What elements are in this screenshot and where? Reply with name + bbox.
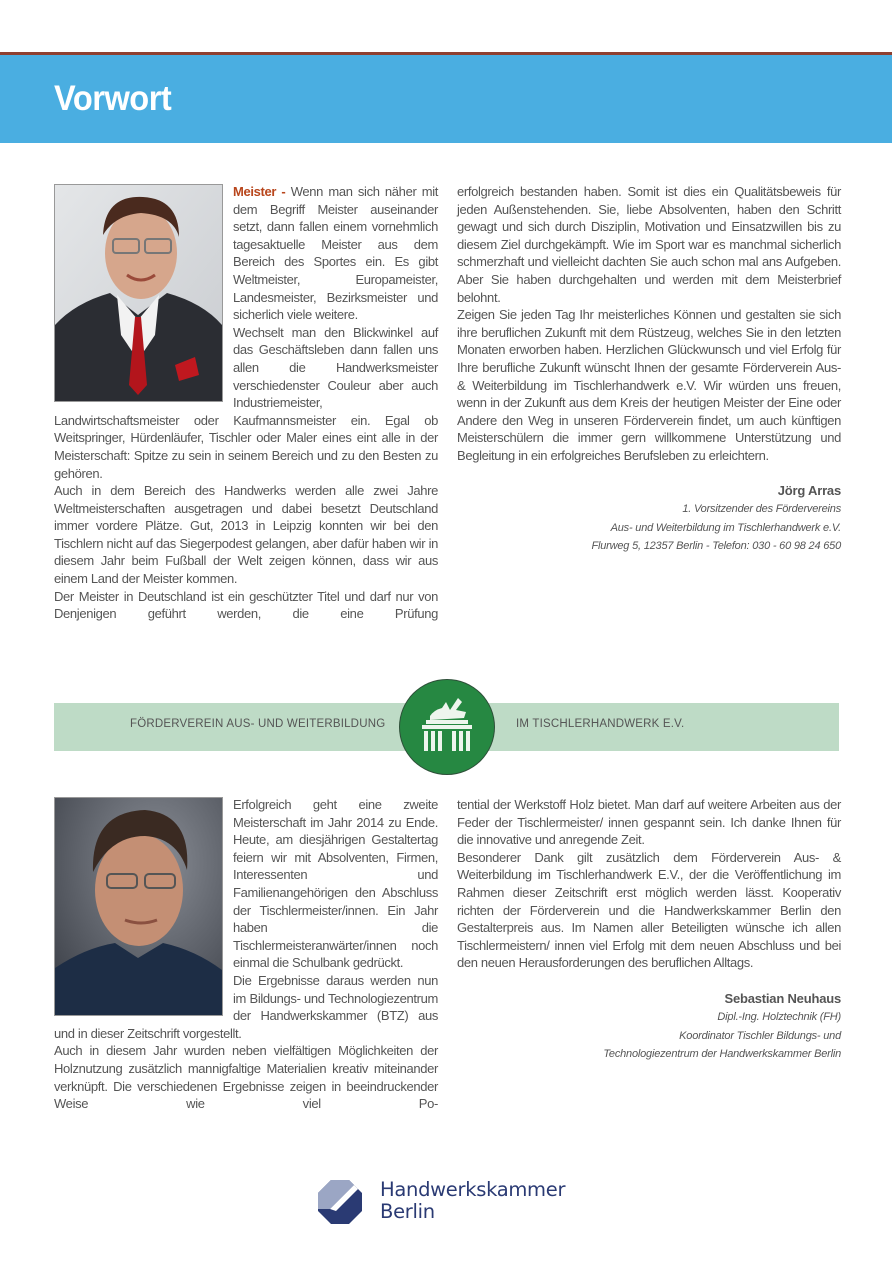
signature-neuhaus [457,990,841,1064]
article1-left-column [54,183,438,623]
hwk-line2: Berlin [380,1200,435,1223]
article2-paragraph: Besonderer Dank gilt zusätzlich dem Förderverein Aus- & Weiterbildung im Tischlerhandwerk E.V., der die Veröffentlichung im Rahmen dieser Zeitschrift erst möglich werden lässt. Kooperativ richten der Förderverein und die Handwerkskammer Berlin den Gestalterpreis aus. Im Namen aller Beteiligten wünsche ich allen Tischlermeistern/ innen viel Erfolg mit dem neuen Abschluss und bei den neuen Herausforderungen des beruflichen Alltags. [457,849,841,971]
page-title: Vorwort [54,79,172,118]
article2-right-column [457,796,841,1064]
article2-paragraph: Auch in diesem Jahr wurden neben vielfältigen Möglichkeiten der Holznutzung zusätzlich mannigfaltige Materialien kreativ miteinander verknüpft. Die verschiedenen Ergebnisse zeigen in beeindruckender Weise wie viel Po- [54,1043,438,1112]
hwk-wordmark [380,1179,565,1223]
article2-paragraph: Die Ergebnisse daraus werden nun im Bildungs- und Technologiezentrum der Handwerkskammer (BTZ) aus und in dieser Zeitschrift vorgestellt. [54,972,438,1041]
article1-paragraph: Zeigen Sie jeden Tag Ihr meisterliches Können und gestalten sie sich ihre beruflichen Zukunft mit dem Rüstzeug, welches Sie in den letzten Monaten erworben haben. Herzlichen Glückwunsch und viel Erfolg für Ihre berufliche Zukunft wünscht Ihnen der gesamte Förderverein Aus- & Weiterbildung im Tischlerhandwerk e.V. Wir würden uns freuen, wenn in der Zukunft aus dem Kreis der heutigen Meister der Eine oder Andere den Weg in unseren Förderverein findet, um auch künftigen Meisterschülern die immer gern willkommene Unterstützung und Begleitung in ein erfolgreiches Berufsleben zu erleichtern. [457,307,841,463]
title-banner [0,55,892,143]
article1-paragraph: Der Meister in Deutschland ist ein geschützter Titel und darf nur von Denjenigen geführt werden, die eine Prüfung [54,588,438,622]
article1-paragraph: Auch in dem Bereich des Handwerks werden alle zwei Jahre Weltmeisterschaften ausgetragen und dabei besetzt Deutschland immer vordere Plätze. Gut, 2013 in Leipzig konnten wir bei den Tischlern nicht auf das Siegerpodest gelangen, aber dafür haben wir in diesem Jahr beim Fußball der Welt zeigen können, dass wir aus einem Land der Meister kommen. [54,483,438,587]
article1-paragraph: erfolgreich bestanden haben. Somit ist dies ein Qualitätsbeweis für jeden Außenstehenden. Sie, liebe Absolventen, haben den Schritt gewagt und sich durch Disziplin, Motivation und Einsatzwillen bis zu diesem Ziel durchgekämpft. Wie im Sport war es manchmal sicherlich schmerzhaft und vielleicht dachten Sie auch schon mal ans Aufgeben. Aber Sie haben durchgehalten und werden mit dem Meisterbrief belohnt. [457,184,841,305]
handwerkskammer-logo [318,1178,566,1228]
signature-name: Sebastian Neuhaus [724,990,841,1006]
signature-arras [457,482,841,556]
lead-word: Meister - [233,184,286,199]
signature-name: Jörg Arras [777,482,841,498]
portrait-arras-icon [55,185,222,401]
foerderverein-emblem [400,680,494,774]
signature-line: 1. Vorsitzender des Fördervereins [682,503,841,515]
signature-line: Aus- und Weiterbildung im Tischlerhandwerk e.V. [610,521,841,534]
hwk-line1: Handwerkskammer [380,1178,566,1201]
portrait-neuhaus-icon [55,798,222,1015]
strip-right-text: IM TISCHLERHANDWERK E.V. [516,718,685,730]
brandenburg-gate-plane-icon [400,680,494,774]
portrait-photo-arras [54,184,223,402]
article1-right-column [457,183,841,556]
hwk-octagon-logo-icon [318,1180,362,1224]
signature-line: Koordinator Tischler Bildungs- und [679,1029,841,1042]
article2-left-column [54,796,438,1113]
strip-left-text: FÖRDERVEREIN AUS- UND WEITERBILDUNG [130,718,386,730]
portrait-photo-neuhaus [54,797,223,1016]
article1-paragraph: Wechselt man den Blickwinkel auf das Geschäftsleben dann fallen uns allen die Handwerksmeister verschiedenster Couleur aber auch Industriemeister, Landwirtschaftsmeister oder Kaufmannsmeister ein. Egal ob Weitspringer, Hürdenläufer, Tischler oder Maler eines eint alle in der Meisterschaft: Spitze zu sein in seinem Bereich und zu den Besten zu gehören. [54,324,438,481]
article2-paragraph: tential der Werkstoff Holz bietet. Man darf auf weitere Arbeiten aus der Feder der Tischlermeister/ innen gespannt sein. Ich danke Ihnen für die innovative und anregende Zeit. [457,797,841,848]
article1-paragraph: Meister - Wenn man sich näher mit dem Begriff Meister auseinander setzt, dann fallen einem vornehmlich tagesaktuelle Meister aus dem Bereich des Sportes ein. Es gibt Weltmeister, Europameister, Landesmeister, Bezirksmeister und sicherlich viele weitere. [233,184,439,323]
article2-paragraph: Erfolgreich geht eine zweite Meisterschaft im Jahr 2014 zu Ende. Heute, am diesjährigen Gestaltertag feiern wir mit Absolventen, Firmen, Interessenten und Familienangehörigen den Abschluss der Tischlermeister/innen. Ein Jahr haben die Tischlermeisteranwärter/innen noch einmal die Schulbank gedrückt. [233,797,438,971]
signature-line: Flurweg 5, 12357 Berlin - Telefon: 030 - 60 98 24 650 [591,540,841,552]
signature-line: Dipl.-Ing. Holztechnik (FH) [717,1011,841,1024]
signature-line: Technologiezentrum der Handwerkskammer Berlin [603,1048,841,1061]
